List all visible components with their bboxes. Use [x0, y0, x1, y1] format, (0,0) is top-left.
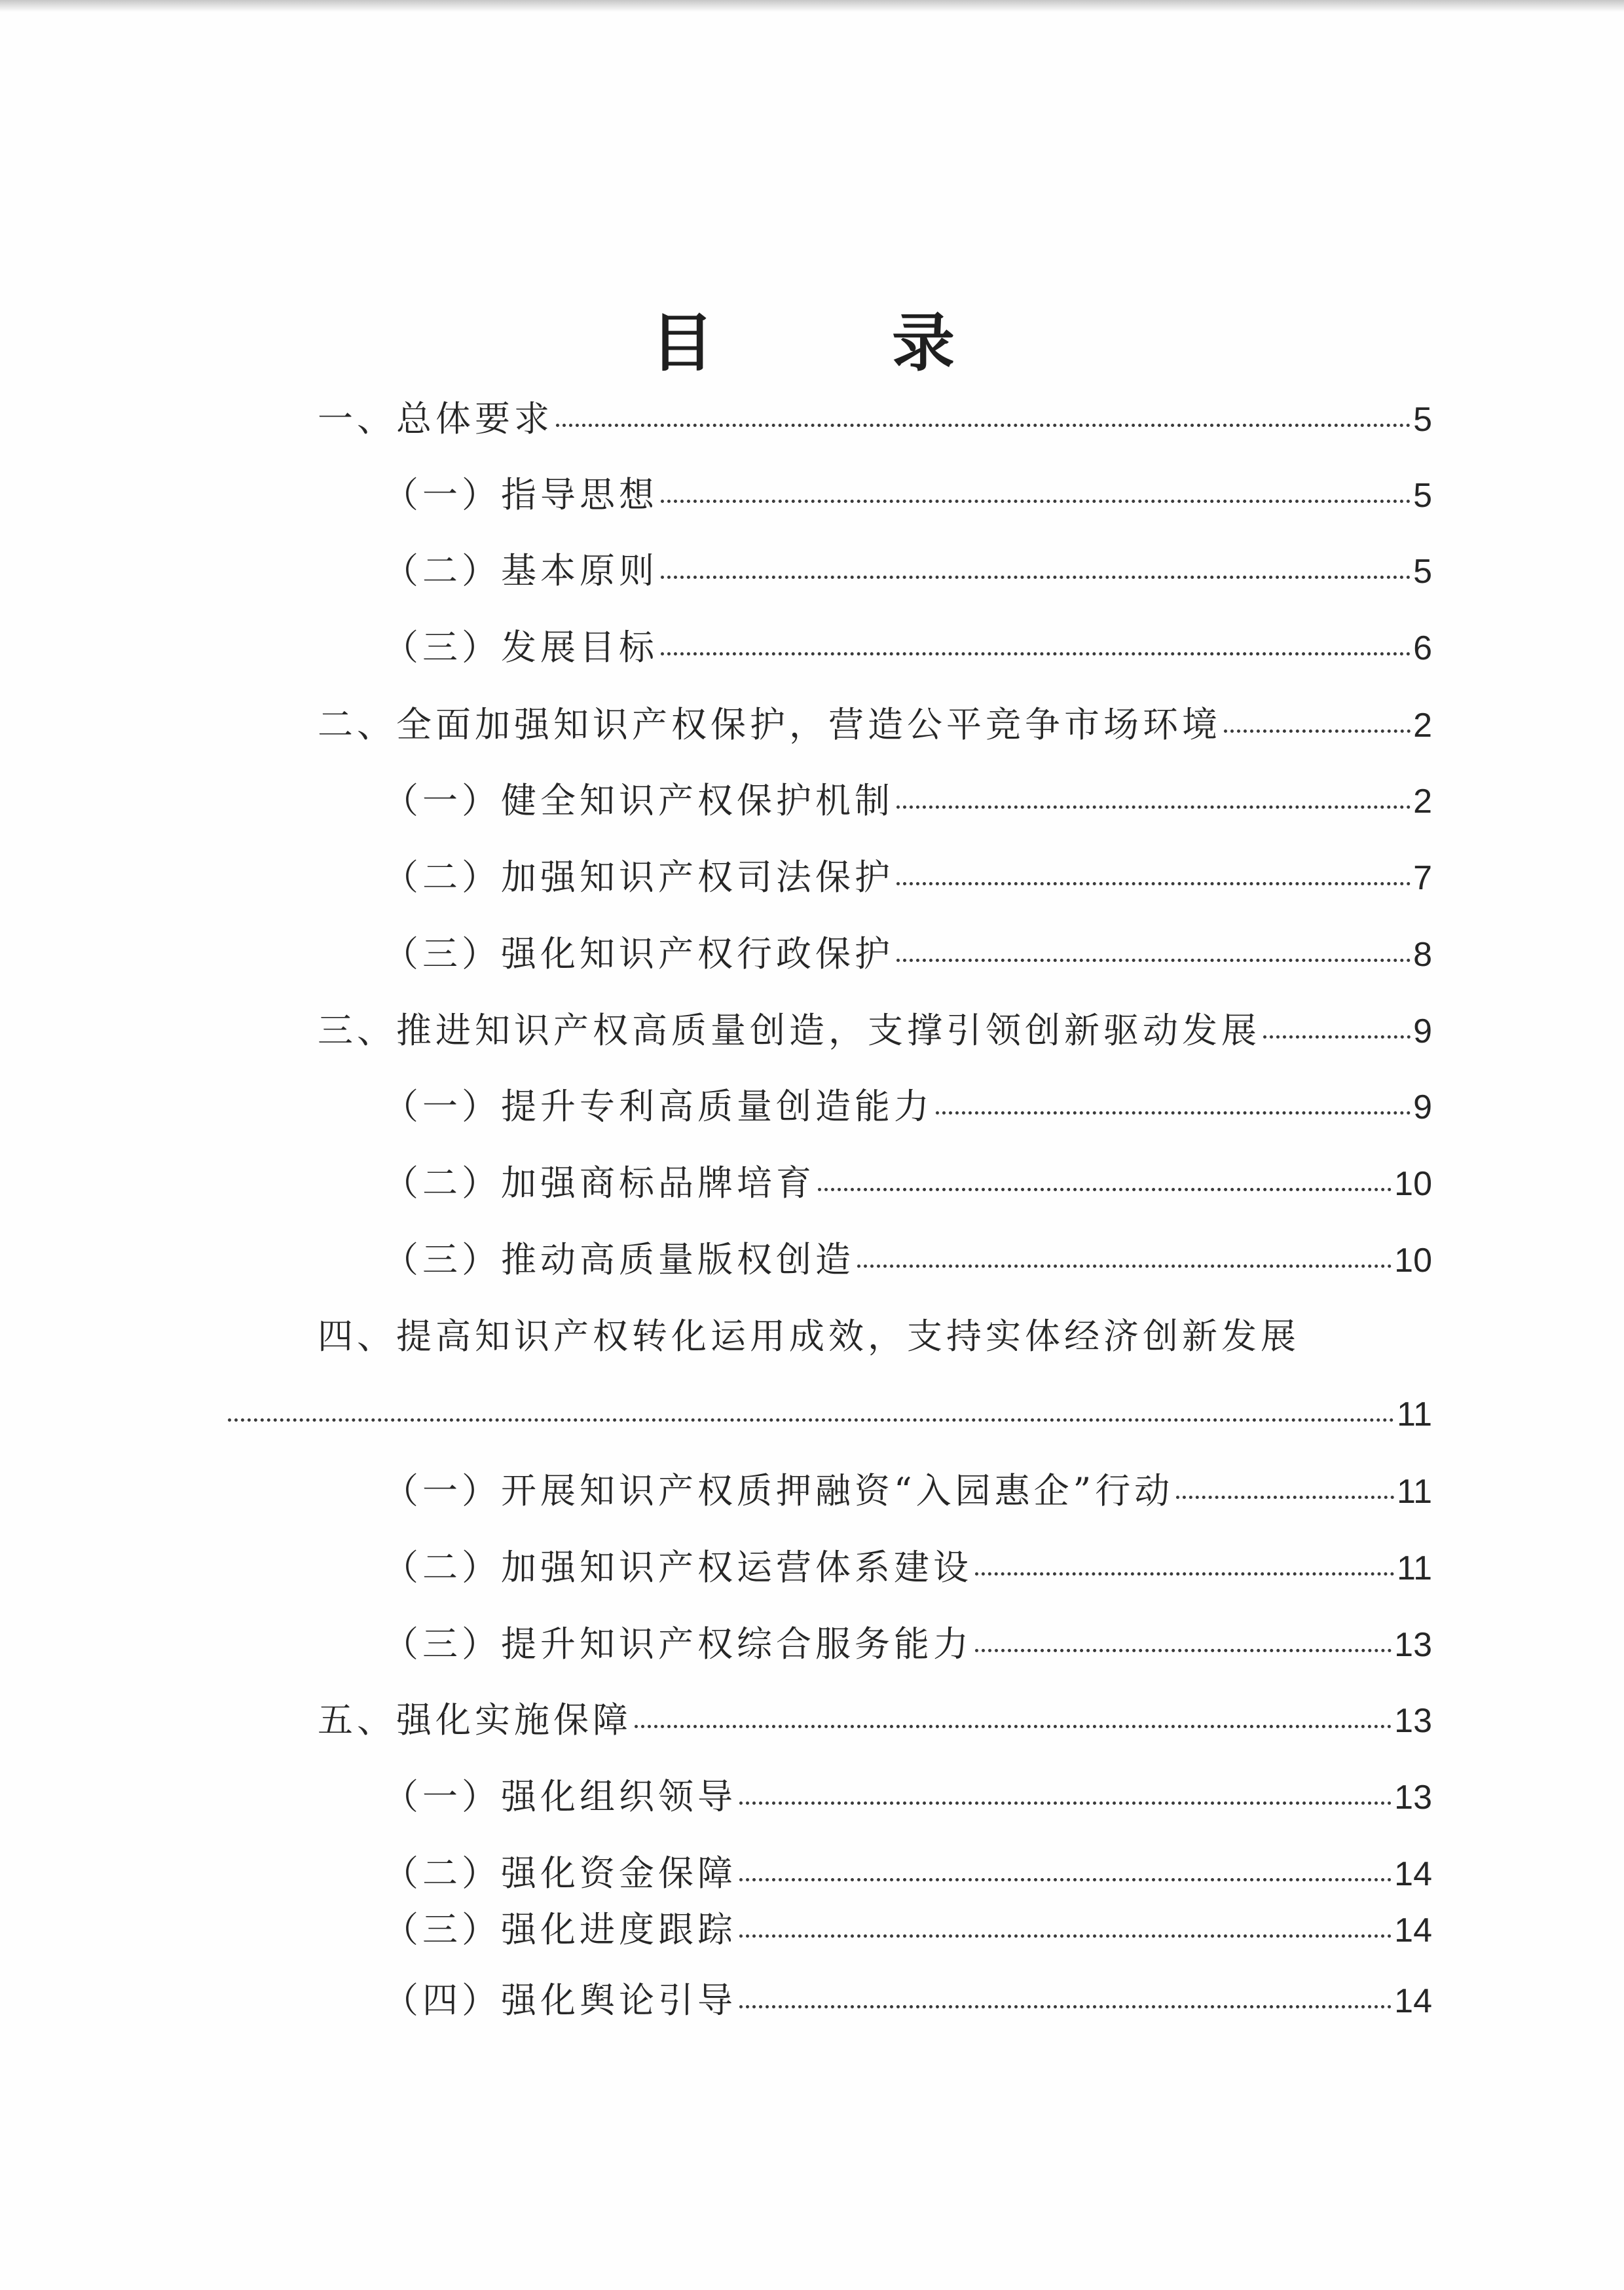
- dot-leader: [896, 805, 1411, 809]
- toc-entry-label: （二）加强商标品牌培育: [383, 1162, 815, 1204]
- toc-entry-label: （三）发展目标: [383, 627, 658, 668]
- dot-leader: [661, 500, 1411, 503]
- toc-entry-1[interactable]: [318, 397, 1432, 441]
- toc-entry-2-2[interactable]: [383, 856, 1432, 899]
- toc-entry-label: 二、全面加强知识产权保护，营造公平竞争市场环境: [318, 704, 1221, 745]
- toc-page-number: 11: [1397, 1473, 1432, 1511]
- toc-entry-2[interactable]: [318, 703, 1432, 747]
- dot-leader: [739, 1934, 1392, 1938]
- toc-page-number: 14: [1394, 1855, 1432, 1893]
- toc-entry-label: （三）提升知识产权综合服务能力: [383, 1623, 972, 1665]
- toc-entry-label: （一）强化组织领导: [383, 1776, 737, 1817]
- dot-leader: [661, 576, 1411, 579]
- toc-page-number: 5: [1413, 401, 1432, 439]
- toc-page-number: 10: [1394, 1165, 1432, 1203]
- dot-leader: [661, 652, 1411, 656]
- toc-entry-4-3[interactable]: [383, 1623, 1432, 1666]
- dot-leader: [896, 882, 1411, 885]
- toc-entry-2-3[interactable]: [383, 933, 1432, 976]
- toc-page-number: 5: [1413, 553, 1432, 591]
- dot-leader: [739, 2005, 1392, 2008]
- toc-entry-1-1[interactable]: [383, 473, 1432, 517]
- dot-leader: [1176, 1496, 1394, 1499]
- toc-page-number: 2: [1413, 783, 1432, 821]
- toc-entry-5[interactable]: [318, 1699, 1432, 1742]
- dot-leader: [556, 424, 1411, 427]
- toc-entry-label: （四）强化舆论引导: [383, 1980, 737, 2021]
- toc-entry-5-1[interactable]: [383, 1775, 1432, 1819]
- toc-entry-3-2[interactable]: [383, 1162, 1432, 1205]
- toc-page-number: 13: [1394, 1626, 1432, 1664]
- toc-entry-label: 四、提高知识产权转化运用成效，支持实体经济创新发展: [318, 1316, 1300, 1357]
- dot-leader: [975, 1572, 1394, 1576]
- toc-entry-label: 三、推进知识产权高质量创造，支撑引领创新驱动发展: [318, 1010, 1261, 1051]
- toc-entry-label: （二）基本原则: [383, 550, 658, 591]
- toc-page-number: 6: [1413, 629, 1432, 667]
- toc-entry-1-3[interactable]: [383, 626, 1432, 669]
- toc-entry-4-1[interactable]: [383, 1469, 1432, 1513]
- toc-title: 目 录: [651, 306, 1012, 380]
- dot-leader: [1263, 1035, 1411, 1039]
- toc-entry-4-continuation[interactable]: [228, 1393, 1432, 1436]
- toc-entry-5-2[interactable]: [383, 1852, 1432, 1895]
- toc-entry-label: （一）开展知识产权质押融资“入园惠企”行动: [383, 1470, 1174, 1511]
- dot-leader: [739, 1878, 1392, 1881]
- toc-page-number: 11: [1397, 1395, 1432, 1433]
- toc-entry-label: （一）提升专利高质量创造能力: [383, 1086, 933, 1127]
- dot-leader: [739, 1801, 1392, 1805]
- toc-entry-3-3[interactable]: [383, 1238, 1432, 1282]
- toc-entry-label: （一）健全知识产权保护机制: [383, 780, 894, 821]
- dot-leader: [975, 1649, 1392, 1652]
- toc-page-number: 14: [1394, 1911, 1432, 1949]
- toc-page-number: 5: [1413, 477, 1432, 515]
- dot-leader: [635, 1725, 1392, 1728]
- toc-page-number: 13: [1394, 1779, 1432, 1817]
- toc-entry-label: （三）推动高质量版权创造: [383, 1239, 855, 1280]
- toc-page-number: 9: [1413, 1012, 1432, 1050]
- toc-page-number: 10: [1394, 1242, 1432, 1280]
- toc-page-number: 9: [1413, 1088, 1432, 1126]
- toc-page-number: 8: [1413, 936, 1432, 974]
- dot-leader: [1224, 729, 1411, 733]
- toc-page-number: 2: [1413, 707, 1432, 745]
- toc-entry-label: （二）加强知识产权运营体系建设: [383, 1547, 972, 1588]
- toc-entry-label: （三）强化进度跟踪: [383, 1909, 737, 1950]
- toc-entry-1-2[interactable]: [383, 549, 1432, 593]
- toc-entry-3[interactable]: [318, 1009, 1432, 1052]
- toc-entry-label: （二）强化资金保障: [383, 1853, 737, 1894]
- toc-entry-label: （一）指导思想: [383, 474, 658, 515]
- toc-entry-5-4[interactable]: [383, 1979, 1432, 2022]
- toc-page-number: 11: [1397, 1549, 1432, 1587]
- toc-page-number: 14: [1394, 1982, 1432, 2020]
- toc-page-number: 13: [1394, 1702, 1432, 1740]
- toc-entry-label: 五、强化实施保障: [318, 1699, 632, 1741]
- dot-leader: [228, 1418, 1394, 1422]
- toc-entry-5-3[interactable]: [383, 1908, 1432, 1951]
- toc-entry-label: （二）加强知识产权司法保护: [383, 857, 894, 898]
- toc-entry-3-1[interactable]: [383, 1085, 1432, 1128]
- dot-leader: [857, 1265, 1392, 1268]
- toc-entry-label: （三）强化知识产权行政保护: [383, 933, 894, 974]
- toc-page-number: 7: [1413, 859, 1432, 897]
- toc-entry-4-2[interactable]: [383, 1546, 1432, 1589]
- dot-leader: [896, 959, 1411, 962]
- toc-entry-label: 一、总体要求: [318, 398, 553, 439]
- toc-entry-2-1[interactable]: [383, 779, 1432, 822]
- dot-leader: [936, 1111, 1411, 1115]
- dot-leader: [818, 1188, 1392, 1191]
- toc-entry-4[interactable]: [318, 1315, 1432, 1358]
